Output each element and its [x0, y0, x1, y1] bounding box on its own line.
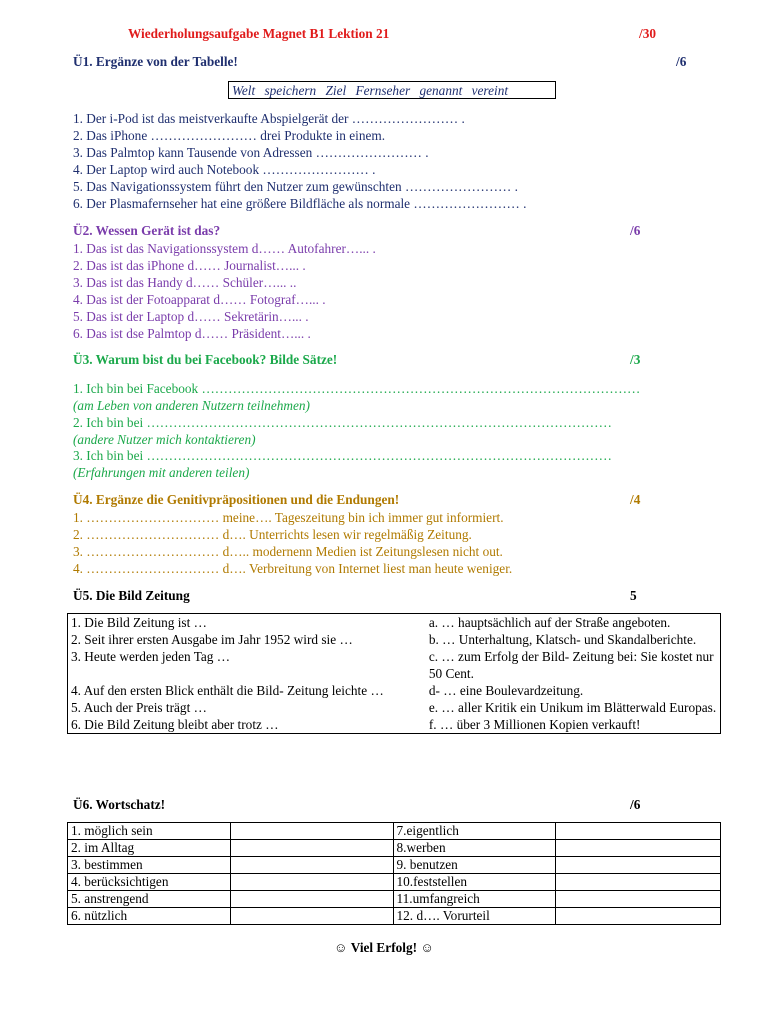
vocab-term: 3. bestimmen: [68, 857, 231, 874]
table-row: [68, 823, 721, 840]
ex1-title: Ü1. Ergänze von der Tabelle!: [73, 54, 238, 69]
vocab-term: 10.feststellen: [393, 874, 556, 891]
ex2-item: 6. Das ist dse Palmtop d…… Präsident…... .: [73, 326, 311, 341]
ex4-item: 1. ………………………… meine…. Tageszeitung bin ich immer gut informiert.: [73, 510, 504, 525]
ex5-left-cell: 1. Die Bild Zeitung ist …: [71, 615, 207, 630]
ex2-item: 1. Das ist das Navigationssystem d…… Autofahrer…... .: [73, 241, 376, 256]
ex1-item: 5. Das Navigationssystem führt den Nutzer zum gewünschten …………………… .: [73, 179, 518, 194]
table-row: [68, 716, 721, 734]
ex5-left-cell: 5. Auch der Preis trägt …: [71, 700, 207, 715]
ex3-line: 2. Ich bin bei ……………………………………………………………………………………………: [73, 415, 612, 430]
vocab-term: 7.eigentlich: [393, 823, 556, 840]
vocab-term: 12. d…. Vorurteil: [393, 908, 556, 925]
table-row: [68, 840, 721, 857]
vocab-term: 5. anstrengend: [68, 891, 231, 908]
ex6-title: Ü6. Wortschatz!: [73, 797, 166, 812]
vocab-answer-cell[interactable]: [230, 857, 393, 874]
ex2-item: 4. Das ist der Fotoapparat d…… Fotograf…... .: [73, 292, 326, 307]
ex3-hint: (Erfahrungen mit anderen teilen): [73, 465, 250, 480]
vocab-term: 9. benutzen: [393, 857, 556, 874]
ex2-item: 5. Das ist der Laptop d…… Sekretärin…... .: [73, 309, 309, 324]
table-row: [68, 631, 721, 648]
table-row: [68, 908, 721, 925]
vocab-answer-cell[interactable]: [230, 840, 393, 857]
ex1-word-bank: Welt speichern Ziel Fernseher genannt vereint: [228, 81, 556, 99]
ex5-left-cell: 2. Seit ihrer ersten Ausgabe im Jahr 1952 wird sie …: [71, 632, 353, 647]
good-luck-footer: ☺ Viel Erfolg! ☺: [334, 940, 434, 955]
ex5-right-cell: c. … zum Erfolg der Bild- Zeitung bei: Sie kostet nur 50 Cent.: [428, 649, 714, 681]
vocab-term: 6. nützlich: [68, 908, 231, 925]
table-row: [68, 682, 721, 699]
vocab-answer-cell[interactable]: [556, 891, 721, 908]
ex2-title: Ü2. Wessen Gerät ist das?: [73, 223, 221, 238]
table-row: [68, 874, 721, 891]
total-score: /30: [639, 26, 656, 41]
table-row: [68, 857, 721, 874]
ex5-right-cell: f. … über 3 Millionen Kopien verkauft!: [428, 717, 641, 732]
vocab-term: 8.werben: [393, 840, 556, 857]
ex1-item: 3. Das Palmtop kann Tausende von Adressen …………………… .: [73, 145, 429, 160]
ex2-score: /6: [630, 223, 641, 238]
vocab-answer-cell[interactable]: [556, 823, 721, 840]
ex5-title: Ü5. Die Bild Zeitung: [73, 588, 190, 603]
worksheet-title: Wiederholungsaufgabe Magnet B1 Lektion 21: [128, 26, 390, 41]
ex1-item: 4. Der Laptop wird auch Notebook …………………… .: [73, 162, 376, 177]
ex5-matching-table: [67, 613, 721, 734]
ex5-right-cell: b. … Unterhaltung, Klatsch- und Skandalberichte.: [428, 632, 697, 647]
ex1-score: /6: [676, 54, 687, 69]
vocab-term: 2. im Alltag: [68, 840, 231, 857]
ex1-item: 1. Der i-Pod ist das meistverkaufte Abspielgerät der …………………… .: [73, 111, 465, 126]
ex6-score: /6: [630, 797, 641, 812]
ex1-item: 6. Der Plasmafernseher hat eine größere Bildfläche als normale …………………… .: [73, 196, 527, 211]
ex5-left-cell: 6. Die Bild Zeitung bleibt aber trotz …: [71, 717, 279, 732]
table-row: [68, 699, 721, 716]
ex3-hint: (am Leben von anderen Nutzern teilnehmen): [73, 398, 310, 413]
ex3-line: 1. Ich bin bei Facebook ………………………………………………………………………………………: [73, 381, 641, 396]
ex2-item: 2. Das ist das iPhone d…… Journalist…... .: [73, 258, 306, 273]
vocab-answer-cell[interactable]: [230, 891, 393, 908]
ex3-hint: (andere Nutzer mich kontaktieren): [73, 432, 256, 447]
vocab-term: 11.umfangreich: [393, 891, 556, 908]
vocab-answer-cell[interactable]: [556, 874, 721, 891]
ex3-line: 3. Ich bin bei ……………………………………………………………………………………………: [73, 448, 612, 463]
table-row: [68, 891, 721, 908]
ex5-left-cell: 4. Auf den ersten Blick enthält die Bild- Zeitung leichte …: [71, 683, 384, 698]
ex1-item: 2. Das iPhone …………………… drei Produkte in einem.: [73, 128, 386, 143]
ex5-right-cell: a. … hauptsächlich auf der Straße angeboten.: [428, 615, 671, 630]
vocab-answer-cell[interactable]: [230, 874, 393, 891]
ex4-score: /4: [630, 492, 641, 507]
ex4-item: 3. ………………………… d….. modernenn Medien ist Zeitungslesen nicht out.: [73, 544, 503, 559]
vocab-term: 1. möglich sein: [68, 823, 231, 840]
table-row: [68, 614, 721, 632]
vocab-term: 4. berücksichtigen: [68, 874, 231, 891]
vocab-answer-cell[interactable]: [556, 908, 721, 925]
ex4-title: Ü4. Ergänze die Genitivpräpositionen und die Endungen!: [73, 492, 400, 507]
ex4-item: 2. ………………………… d…. Unterrichts lesen wir regelmäßig Zeitung.: [73, 527, 472, 542]
ex5-right-cell: e. … aller Kritik ein Unikum im Blätterwald Europas.: [428, 700, 717, 715]
vocab-answer-cell[interactable]: [556, 840, 721, 857]
ex5-right-cell: d- … eine Boulevardzeitung.: [428, 683, 584, 698]
ex3-title: Ü3. Warum bist du bei Facebook? Bilde Sätze!: [73, 352, 338, 367]
vocab-answer-cell[interactable]: [556, 857, 721, 874]
ex6-vocab-table: [67, 822, 721, 925]
ex5-score: 5: [630, 588, 637, 603]
vocab-answer-cell[interactable]: [230, 823, 393, 840]
ex4-item: 4. ………………………… d…. Verbreitung von Internet liest man heute weniger.: [73, 561, 513, 576]
ex3-score: /3: [630, 352, 641, 367]
table-row: [68, 648, 721, 682]
ex2-item: 3. Das ist das Handy d…… Schüler…... ..: [73, 275, 297, 290]
vocab-answer-cell[interactable]: [230, 908, 393, 925]
ex5-left-cell: 3. Heute werden jeden Tag …: [71, 649, 231, 664]
